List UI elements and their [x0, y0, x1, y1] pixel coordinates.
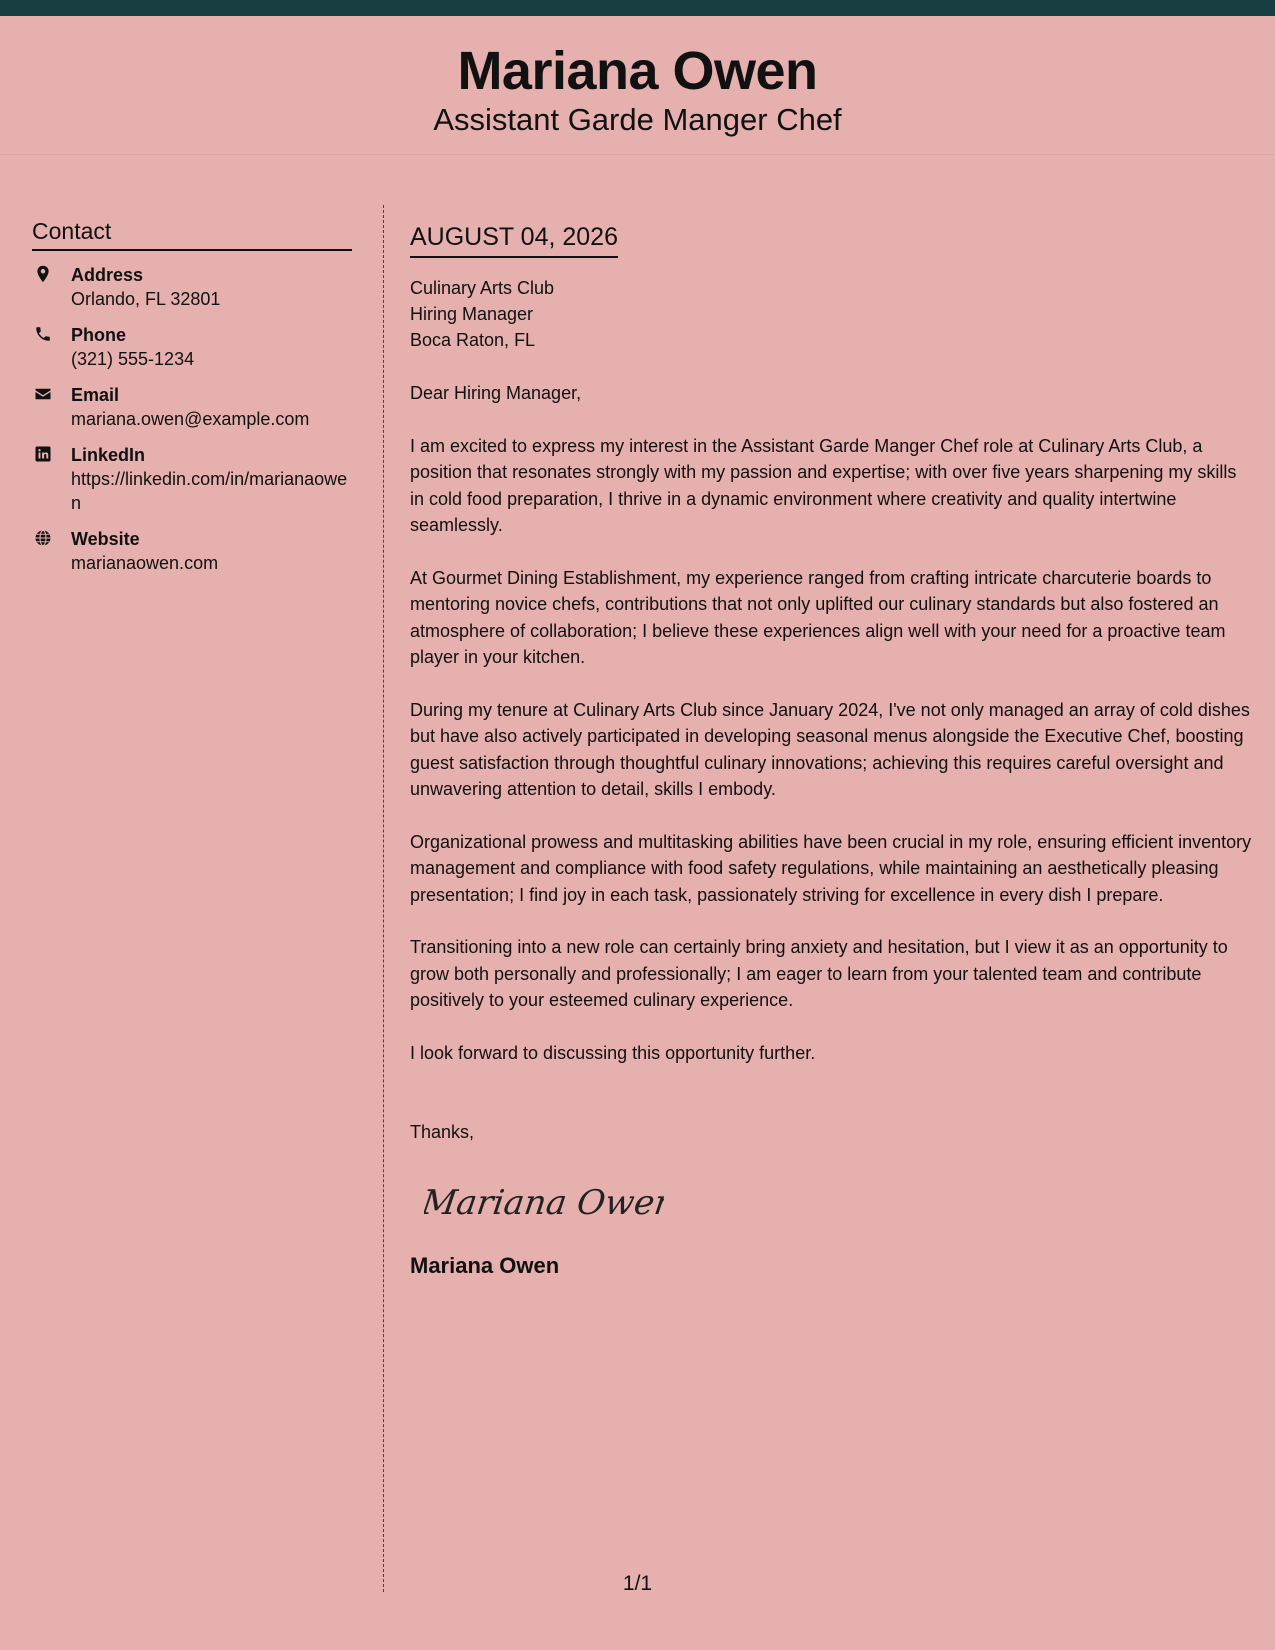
- closing: Thanks,: [410, 1122, 475, 1142]
- letter-paragraph: Organizational prowess and multitasking abilities have been crucial in my role, ensuring efficient inventory management and compliance with food safety regulations, while maintaining an aesthetically pleasing presentation; I find joy in each task, passionately striving for excellence in every dish I prepare.: [410, 831, 1252, 905]
- letter-date: AUGUST 04, 2026: [410, 222, 618, 258]
- contact-item-phone: [32, 323, 352, 371]
- signature-text: Mariana Owen: [424, 1182, 664, 1223]
- contact-heading: Contact: [32, 218, 352, 251]
- globe-icon: [34, 529, 52, 547]
- contact-label: Website: [71, 528, 140, 549]
- contact-value: (321) 555-1234: [71, 348, 195, 369]
- contact-label: Phone: [71, 324, 127, 345]
- contact-item-address: [32, 263, 352, 311]
- contact-item-email: [32, 383, 352, 431]
- phone-icon: [34, 325, 52, 343]
- recipient-line: Culinary Arts Club: [410, 278, 555, 298]
- contact-value: https://linkedin.com/in/marianaowen: [71, 468, 348, 513]
- contact-value: mariana.owen@example.com: [71, 408, 310, 429]
- letter-paragraph: Transitioning into a new role can certainly bring anxiety and hesitation, but I view it as an opportunity to grow both personally and professionally; I am eager to learn from your talented team and contribute positively to your esteemed culinary experience.: [410, 937, 1228, 1010]
- top-accent-bar: [0, 0, 1275, 16]
- contact-item-website: [32, 527, 352, 575]
- map-pin-icon: [34, 265, 52, 283]
- contact-label: LinkedIn: [71, 444, 146, 465]
- linkedin-icon: [34, 445, 52, 463]
- letter-paragraph: At Gourmet Dining Establishment, my experience ranged from crafting intricate charcuterie boards to mentoring novice chefs, contributions that not only uplifted our culinary standards but also fostered an atmosphere of collaboration; I believe these experiences align well with your need for a proactive team player in your kitchen.: [410, 567, 1226, 667]
- letter-paragraph: I am excited to express my interest in the Assistant Garde Manger Chef role at Culinary Arts Club, a position that resonates strongly with my passion and expertise; with over five years sharpening my skills in cold food preparation, I thrive in a dynamic environment where creativity and quality intertwine seamlessly.: [410, 435, 1237, 535]
- page-number: 1/1: [622, 1572, 653, 1595]
- signed-name: Mariana Owen: [410, 1253, 560, 1278]
- contact-label: Email: [71, 384, 120, 405]
- letter-paragraph: I look forward to discussing this opportunity further.: [410, 1042, 816, 1063]
- contact-value: Orlando, FL 32801: [71, 288, 221, 309]
- contact-item-linkedin: [32, 443, 352, 515]
- recipient-line: Hiring Manager: [410, 304, 534, 324]
- recipient-line: Boca Raton, FL: [410, 330, 536, 350]
- letter-paragraph: During my tenure at Culinary Arts Club since January 2024, I've not only managed an array of cold dishes but have also actively participated in developing seasonal menus alongside the Executive Chef, boosting guest satisfaction through thoughtful culinary innovations; achieving this requires careful oversight and unwavering attention to detail, skills I embody.: [410, 699, 1250, 799]
- candidate-name: Mariana Owen: [457, 41, 818, 101]
- contact-label: Address: [71, 264, 144, 285]
- recipient-block: [410, 275, 1252, 353]
- page-header: [0, 16, 1275, 155]
- salutation: Dear Hiring Manager,: [410, 383, 582, 403]
- signature-image: [424, 1174, 664, 1228]
- column-divider: [383, 205, 384, 1592]
- candidate-title: Assistant Garde Manger Chef: [433, 102, 842, 137]
- envelope-icon: [34, 385, 52, 403]
- contact-value: marianaowen.com: [71, 552, 219, 573]
- letter-body: [410, 222, 1252, 1280]
- contact-sidebar: [32, 218, 352, 575]
